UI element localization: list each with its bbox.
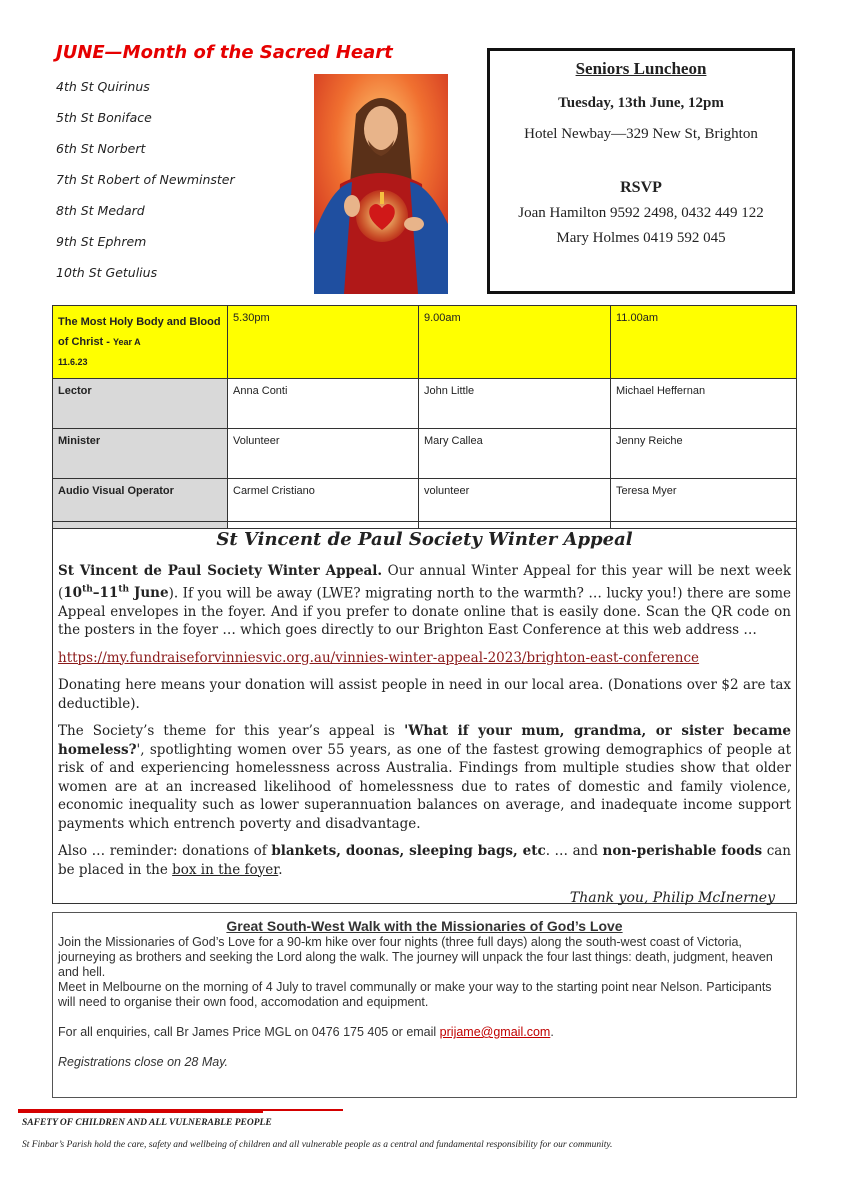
role-label: Minister <box>53 429 228 479</box>
walk-box <box>52 912 797 1098</box>
svdp-paragraph: Donating here means your donation will assist people in need in our local area. (Donations over $2 are tax deductible). <box>58 677 791 712</box>
seniors-contact: Mary Holmes 0419 592 045 <box>556 230 726 246</box>
roster-cell: Volunteer <box>228 429 419 479</box>
roster-cell: Mary Callea <box>419 429 611 479</box>
roster-cell: John Little <box>419 379 611 429</box>
svdp-paragraph: St Vincent de Paul Society Winter Appeal. Our annual Winter Appeal for this year will be next week (10th–11th June). If you will be away (LWE? migrating north to the warmth? … lucky you!) there are some Appeal envelopes in the foyer. And if you prefer to donate online that is easily done. Scan the QR code on the posters in the foyer … which goes directly to our Brighton East Conference at this web address … <box>58 563 791 638</box>
seniors-date: Tuesday, 13th June, 12pm <box>558 95 724 111</box>
svdp-paragraph: Also … reminder: donations of blankets, doonas, sleeping bags, etc. … and non-perishable foods can be placed in the box in the foyer. <box>58 843 791 878</box>
svdp-title: St Vincent de Paul Society Winter Appeal <box>216 529 633 550</box>
saint-item: 7th St Robert of Newminster <box>56 172 235 187</box>
walk-registration-close: Registrations close on 28 May. <box>58 1055 228 1069</box>
sacred-heart-image <box>314 74 448 294</box>
roster-heading-date: 11.6.23 <box>58 357 88 367</box>
safety-title: SAFETY OF CHILDREN AND ALL VULNERABLE PEOPLE <box>22 1118 272 1128</box>
seniors-rsvp: RSVP <box>620 179 662 196</box>
roster-heading-year: Year A <box>113 337 141 347</box>
roster-heading-title: The Most Holy Body and Blood of Christ - <box>58 316 221 348</box>
svdp-appeal-box <box>52 521 797 904</box>
table-row <box>53 429 797 479</box>
appeal-link[interactable]: https://my.fundraiseforvinniesvic.org.au/vinnies-winter-appeal-2023/brighton-east-conference <box>58 649 700 666</box>
roster-header-row <box>53 306 797 379</box>
role-label: Lector <box>53 379 228 429</box>
seniors-contact: Joan Hamilton 9592 2498, 0432 449 122 <box>518 205 764 221</box>
footer-divider <box>18 1109 263 1113</box>
saint-item: 9th St Ephrem <box>56 234 147 249</box>
roster-cell: Anna Conti <box>228 379 419 429</box>
walk-paragraph: Join the Missionaries of God’s Love for a 90-km hike over four nights (three full days) along the south-west coast of Victoria, journeying as brothers and seeking the Lord along the walk. The journey will unpack the four last things: death, judgment, heaven and hell. <box>58 935 773 979</box>
mass-time: 11.00am <box>611 306 797 379</box>
role-label: Audio Visual Operator <box>53 479 228 529</box>
seniors-venue: Hotel Newbay—329 New St, Brighton <box>524 126 758 142</box>
roster-cell: Michael Heffernan <box>611 379 797 429</box>
roster-cell: Teresa Myer <box>611 479 797 529</box>
june-title: JUNE—Month of the Sacred Heart <box>56 42 393 63</box>
seniors-luncheon-box <box>487 48 795 294</box>
roster-table <box>52 305 797 529</box>
email-link[interactable]: prijame@gmail.com <box>439 1025 551 1039</box>
walk-title: Great South-West Walk with the Missionaries of God’s Love <box>226 918 623 934</box>
safety-statement: St Finbar’s Parish hold the care, safety and wellbeing of children and all vulnerable people as a central and fundamental responsibility for our community. <box>22 1140 613 1150</box>
svdp-signature: Thank you, Philip McInerney <box>569 890 775 906</box>
roster-cell: Carmel Cristiano <box>228 479 419 529</box>
mass-time: 5.30pm <box>228 306 419 379</box>
svdp-link-paragraph <box>58 649 791 668</box>
svdp-paragraph: The Society’s theme for this year’s appeal is 'What if your mum, grandma, or sister became homeless?', spotlighting women over 55 years, as one of the fastest growing demographics of people at risk of and experiencing homelessness across Australia. Findings from multiple studies show that older women are at an increased likelihood of homelessness due to rates of domestic and family violence, economic inequality such as lower superannuation balances on average, and inadequate income support payments which entrench poverty and disadvantage. <box>58 723 791 832</box>
saint-item: 10th St Getulius <box>56 265 158 280</box>
saint-item: 6th St Norbert <box>56 141 146 156</box>
roster-cell: volunteer <box>419 479 611 529</box>
roster-cell: Jenny Reiche <box>611 429 797 479</box>
walk-paragraph: Meet in Melbourne on the morning of 4 July to travel communally or make your way to the starting point near Nelson. Participants will need to organise their own food, accomodation and equipment. <box>58 980 772 1009</box>
saints-list <box>56 78 235 295</box>
footer-divider-thin <box>263 1109 343 1111</box>
table-row <box>53 379 797 429</box>
saint-item: 5th St Boniface <box>56 110 152 125</box>
roster-heading <box>53 306 228 379</box>
mass-time: 9.00am <box>419 306 611 379</box>
seniors-title: Seniors Luncheon <box>575 59 707 78</box>
saint-item: 8th St Medard <box>56 203 145 218</box>
saint-item: 4th St Quirinus <box>56 79 150 94</box>
walk-enquiries: For all enquiries, call Br James Price MGL on 0476 175 405 or email prijame@gmail.com. <box>58 1025 554 1039</box>
